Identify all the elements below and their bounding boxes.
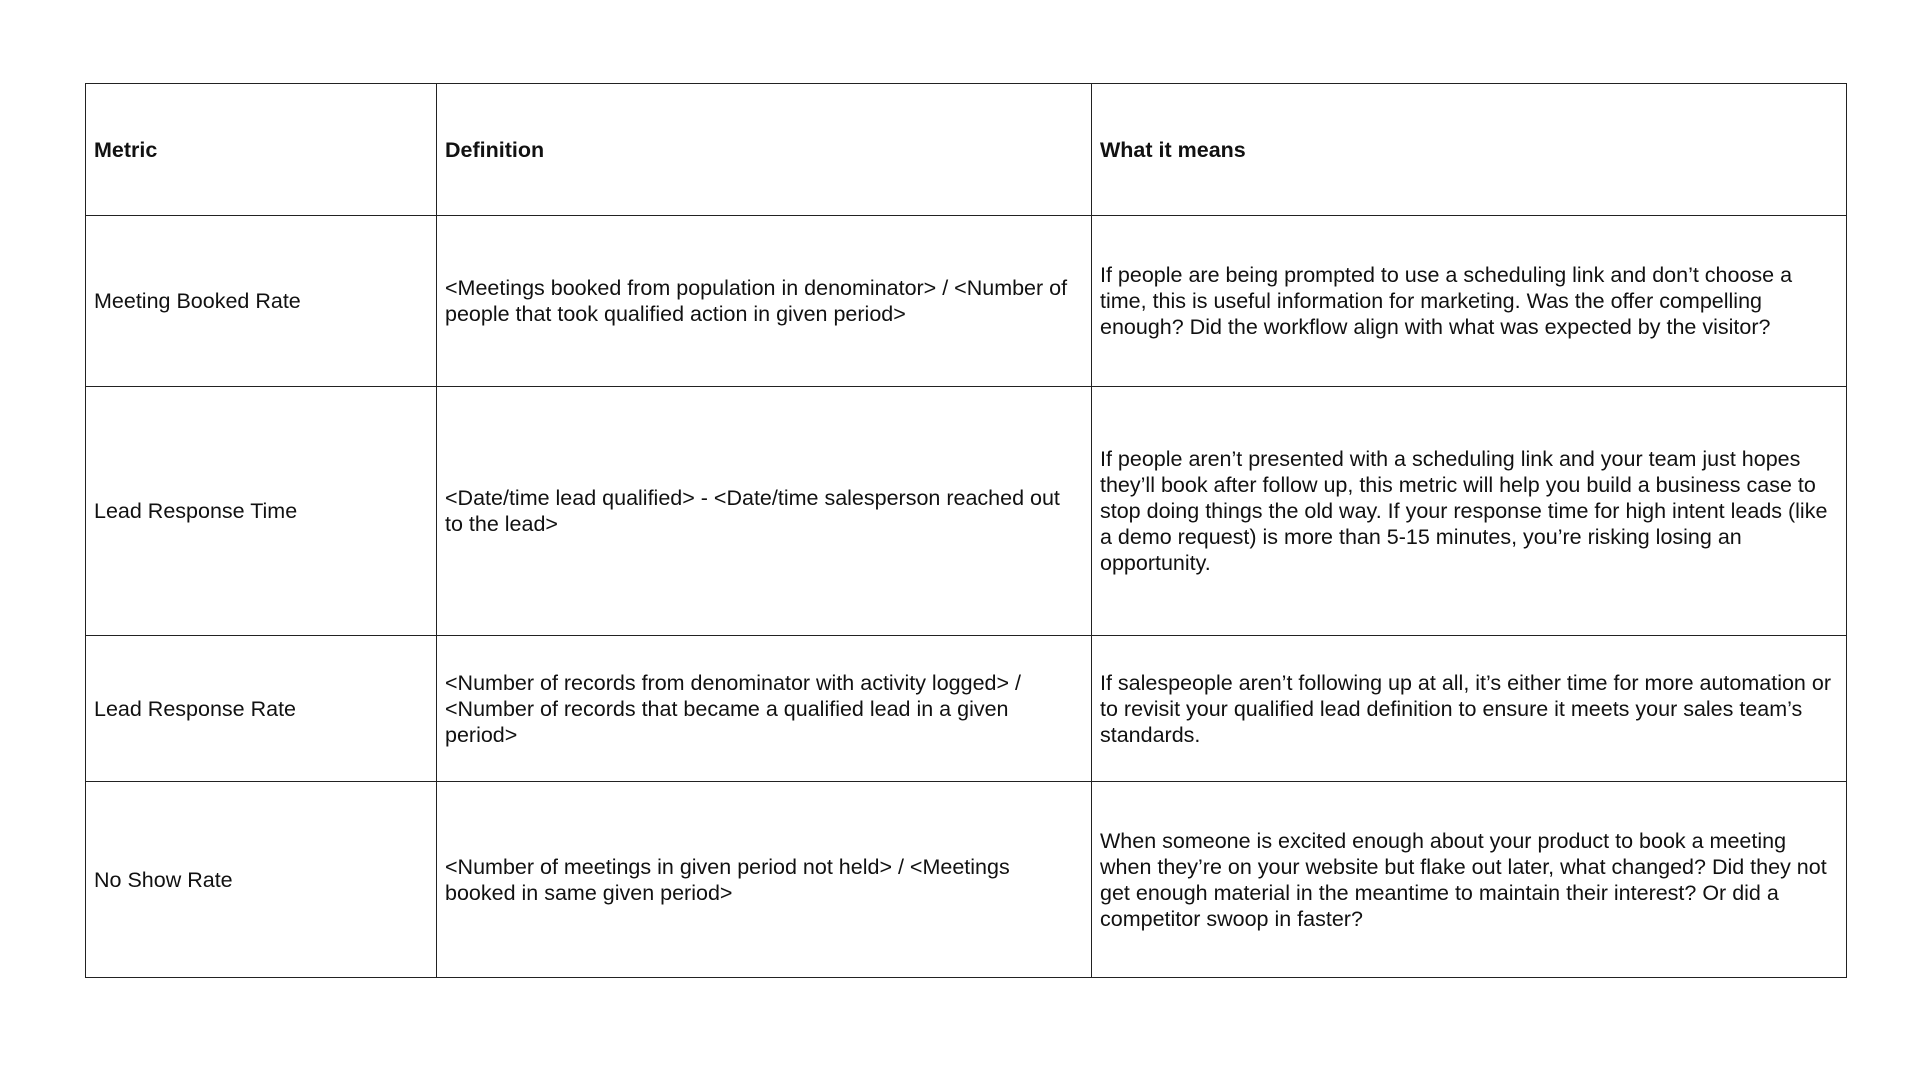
definition-cell: <Number of records from denominator with activity logged> / <Number of records that became a qualified lead in a given period> <box>437 636 1092 782</box>
definition-cell: <Date/time lead qualified> - <Date/time salesperson reached out to the lead> <box>437 387 1092 636</box>
metric-cell: Meeting Booked Rate <box>86 216 437 387</box>
meaning-cell: If people aren’t presented with a scheduling link and your team just hopes they’ll book after follow up, this metric will help you build a business case to stop doing things the old way. If your response time for high intent leads (like a demo request) is more than 5-15 minutes, you’re risking losing an opportunity. <box>1092 387 1847 636</box>
definition-cell: <Number of meetings in given period not held> / <Meetings booked in same given period> <box>437 782 1092 978</box>
table-row <box>86 216 1847 387</box>
header-definition: Definition <box>437 84 1092 216</box>
table-row <box>86 782 1847 978</box>
definition-cell: <Meetings booked from population in denominator> / <Number of people that took qualified action in given period> <box>437 216 1092 387</box>
table-header-row <box>86 84 1847 216</box>
metric-cell: No Show Rate <box>86 782 437 978</box>
meaning-cell: If salespeople aren’t following up at all, it’s either time for more automation or to revisit your qualified lead definition to ensure it meets your sales team’s standards. <box>1092 636 1847 782</box>
table-row <box>86 636 1847 782</box>
meaning-cell: If people are being prompted to use a scheduling link and don’t choose a time, this is useful information for marketing. Was the offer compelling enough? Did the workflow align with what was expected by the visitor? <box>1092 216 1847 387</box>
metrics-table <box>85 83 1847 978</box>
metric-cell: Lead Response Time <box>86 387 437 636</box>
meaning-cell: When someone is excited enough about your product to book a meeting when they’re on your website but flake out later, what changed? Did they not get enough material in the meantime to maintain their interest? Or did a competitor swoop in faster? <box>1092 782 1847 978</box>
table-row <box>86 387 1847 636</box>
header-metric: Metric <box>86 84 437 216</box>
metric-cell: Lead Response Rate <box>86 636 437 782</box>
header-what-it-means: What it means <box>1092 84 1847 216</box>
